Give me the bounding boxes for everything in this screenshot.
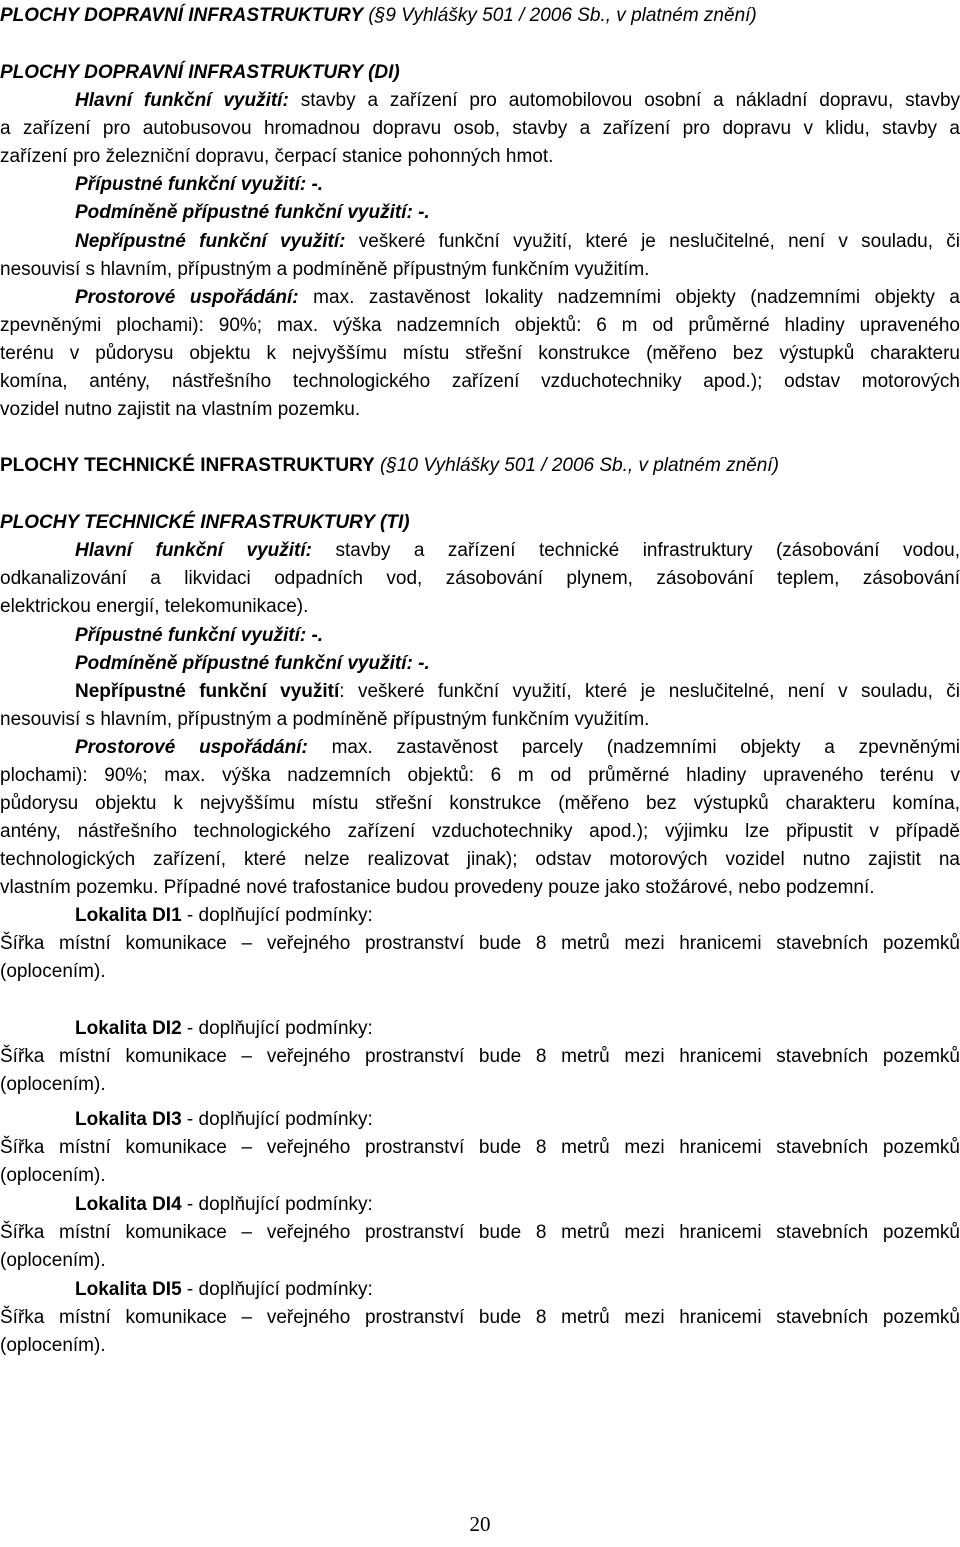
di-subheading: PLOCHY DOPRAVNÍ INFRASTRUKTURY (DI) <box>0 62 400 83</box>
ti-prostorove-line-6: vlastním pozemku. Případné nové trafostanice budou provedeny pouze jako stožárové, nebo podzemní. <box>0 877 875 898</box>
di-podminene: Podmíněně přípustné funkční využití: -. <box>75 202 430 223</box>
ti-nepripustne-line-1 <box>0 678 960 707</box>
lokalita-name: Lokalita DI4 <box>75 1194 182 1215</box>
lokalita-suffix: - doplňující podmínky: <box>181 1194 373 1215</box>
di-nepripustne-line-1 <box>0 228 960 257</box>
lokalita-name: Lokalita DI5 <box>75 1279 182 1300</box>
di-pripustne: Přípustné funkční využití: -. <box>75 174 324 195</box>
lokalita-heading <box>0 1276 960 1305</box>
ti-hlavni-label: Hlavní funkční využití: <box>75 540 312 561</box>
lokalita-heading <box>0 1191 960 1220</box>
ti-subheading: PLOCHY TECHNICKÉ INFRASTRUKTURY (TI) <box>0 512 410 533</box>
lokalita-text-line-1: Šířka místní komunikace – veřejného prostranství bude 8 metrů mezi hranicemi stavebních pozemků <box>0 933 960 954</box>
lokalita-text-line-2: (oplocením). <box>0 1074 106 1095</box>
page-number: 20 <box>469 1512 491 1536</box>
lokalita-text-line-2: (oplocením). <box>0 1335 106 1356</box>
ti-hlavni-text: stavby a zařízení technické infrastruktury (zásobování vodou, <box>335 540 960 561</box>
lokalita-suffix: - doplňující podmínky: <box>181 1018 373 1039</box>
lokalita-suffix: - doplňující podmínky: <box>181 905 373 926</box>
lokalita-text-line-1: Šířka místní komunikace – veřejného prostranství bude 8 metrů mezi hranicemi stavebních pozemků <box>0 1046 960 1067</box>
di-nepripustne-line-2: nesouvisí s hlavním, přípustným a podmíněně přípustným funkčním využitím. <box>0 259 650 280</box>
di-prostorove-line-4: komína, antény, nástřešního technologického zařízení vzduchotechniky apod.); odstav motorových <box>0 371 960 392</box>
di-prostorove-line-1 <box>0 284 960 313</box>
ti-pripustne: Přípustné funkční využití: -. <box>75 625 324 646</box>
di-nepripustne-text: veškeré funkční využití, které je neslučitelné, není v souladu, či <box>358 231 960 252</box>
ti-nepripustne-line-2: nesouvisí s hlavním, přípustným a podmíněně přípustným funkčním využitím. <box>0 709 650 730</box>
ti-prostorove-line-2: plochami): 90%; max. výška nadzemních objektů: 6 m od průměrné hladiny upraveného terénu v <box>0 765 960 786</box>
ti-prostorove-label: Prostorové uspořádání: <box>75 737 308 758</box>
di-hlavni-label: Hlavní funkční využití: <box>75 90 289 111</box>
ti-prostorove-line-3: půdorysu objektu k nejvyššímu místu střešní konstrukce (měřeno bez výstupků charakteru komína, <box>0 793 960 814</box>
di-nepripustne-label: Nepřípustné funkční využití: <box>75 231 346 252</box>
di-hlavni-line-2: a zařízení pro autobusovou hromadnou dopravu osob, stavby a zařízení pro dopravu v klidu, stavby a <box>0 118 960 139</box>
lokalita-text-line-2: (oplocením). <box>0 1250 106 1271</box>
ti-nepripustne-label: Nepřípustné funkční využití <box>75 681 340 702</box>
di-hlavni-line-1 <box>0 87 960 116</box>
di-heading-title: PLOCHY DOPRAVNÍ INFRASTRUKTURY <box>0 5 364 26</box>
ti-prostorove-line-5: technologických zařízení, které nelze realizovat jinak); odstav motorových vozidel nutno zajistit na <box>0 849 960 870</box>
ti-podminene: Podmíněně přípustné funkční využití: -. <box>75 653 430 674</box>
lokalita-text-line-1: Šířka místní komunikace – veřejného prostranství bude 8 metrů mezi hranicemi stavebních pozemků <box>0 1307 960 1328</box>
ti-prostorove-text: max. zastavěnost parcely (nadzemními objekty a zpevněnými <box>331 737 960 758</box>
lokalita-suffix: - doplňující podmínky: <box>181 1109 373 1130</box>
di-prostorove-label: Prostorové uspořádání: <box>75 287 299 308</box>
lokalita-heading <box>0 1106 960 1135</box>
di-hlavni-text: stavby a zařízení pro automobilovou osobní a nákladní dopravu, stavby <box>300 90 960 111</box>
lokalita-text-line-1: Šířka místní komunikace – veřejného prostranství bude 8 metrů mezi hranicemi stavebních pozemků <box>0 1222 960 1243</box>
lokalita-text-line-2: (oplocením). <box>0 1165 106 1186</box>
lokalita-text-line-1: Šířka místní komunikace – veřejného prostranství bude 8 metrů mezi hranicemi stavebních pozemků <box>0 1137 960 1158</box>
lokalita-heading <box>0 902 960 931</box>
lokalita-name: Lokalita DI1 <box>75 905 182 926</box>
ti-heading-title: PLOCHY TECHNICKÉ INFRASTRUKTURY <box>0 455 375 476</box>
ti-heading <box>0 452 960 481</box>
ti-nepripustne-text: : veškeré funkční využití, které je neslučitelné, není v souladu, či <box>339 681 960 702</box>
di-prostorove-line-5: vozidel nutno zajistit na vlastním pozemku. <box>0 399 361 420</box>
di-prostorove-line-2: zpevněnými plochami): 90%; max. výška nadzemních objektů: 6 m od průměrné hladiny upraveného <box>0 315 960 336</box>
lokalita-name: Lokalita DI3 <box>75 1109 182 1130</box>
di-hlavni-line-3: zařízení pro železniční dopravu, čerpací stanice pohonných hmot. <box>0 146 554 167</box>
ti-hlavni-line-2: odkanalizování a likvidaci odpadních vod, zásobování plynem, zásobování teplem, zásobování <box>0 568 960 589</box>
lokalita-suffix: - doplňující podmínky: <box>181 1279 373 1300</box>
di-heading <box>0 2 960 31</box>
ti-prostorove-line-1 <box>0 734 960 763</box>
ti-heading-ref: (§10 Vyhlášky 501 / 2006 Sb., v platném znění) <box>380 455 779 476</box>
di-prostorove-text: max. zastavěnost lokality nadzemními objekty (nadzemními objekty a <box>313 287 960 308</box>
ti-hlavni-line-3: elektrickou energií, telekomunikace). <box>0 596 309 617</box>
di-heading-ref: (§9 Vyhlášky 501 / 2006 Sb., v platném znění) <box>368 5 757 26</box>
ti-prostorove-line-4: antény, nástřešního technologického zařízení vzduchotechniky apod.); výjimku lze připustit v případě <box>0 821 960 842</box>
lokalita-text-line-2: (oplocením). <box>0 961 106 982</box>
lokalita-heading <box>0 1015 960 1044</box>
ti-hlavni-line-1 <box>0 537 960 566</box>
lokalita-name: Lokalita DI2 <box>75 1018 182 1039</box>
di-prostorove-line-3: terénu v půdorysu objektu k nejvyššímu místu střešní konstrukce (měřeno bez výstupků charakteru <box>0 343 960 364</box>
